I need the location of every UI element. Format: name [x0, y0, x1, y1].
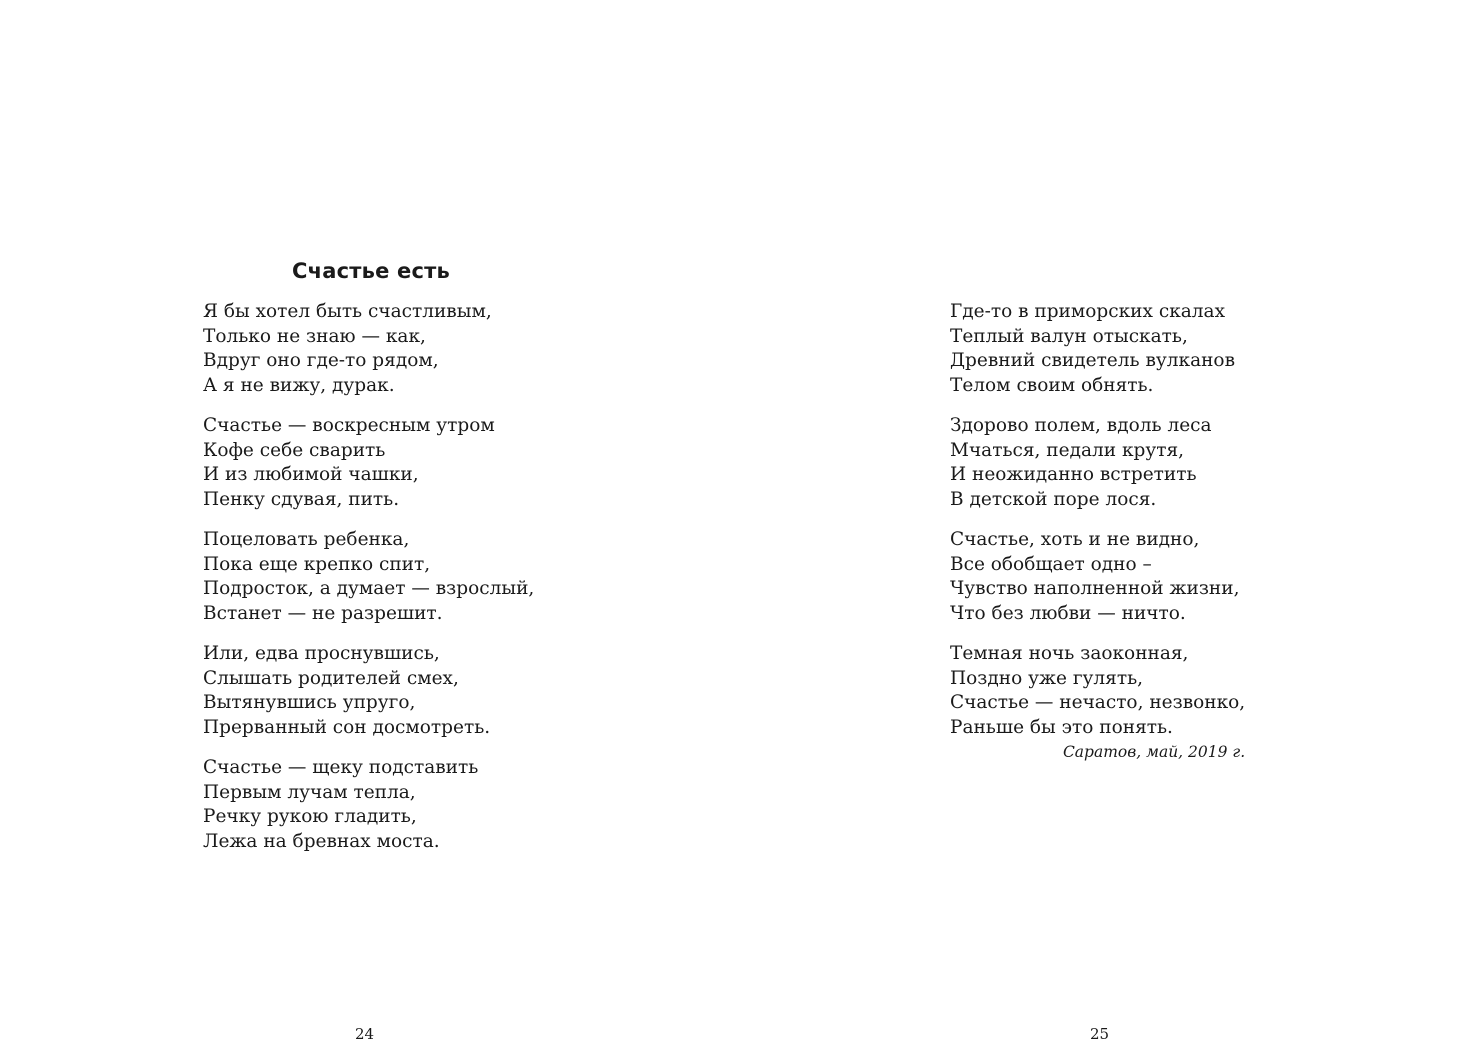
- poem-line: Телом своим обнять.: [950, 374, 1154, 396]
- stanza: [203, 756, 534, 854]
- poem-line: Пока еще крепко спит,: [203, 553, 431, 575]
- poem-line: Поздно уже гулять,: [950, 667, 1144, 689]
- poem-line: Только не знаю — как,: [203, 325, 426, 347]
- poem-line: И неожиданно встретить: [950, 464, 1197, 485]
- place-date-signature: Саратов, май, 2019 г.: [1062, 743, 1246, 761]
- poem-line: Теплый валун отыскать,: [950, 325, 1188, 347]
- poem-line: Раньше бы это понять.: [950, 716, 1173, 738]
- poem-title: Счастье есть: [292, 259, 450, 283]
- poem-line: Речку рукою гладить,: [203, 806, 417, 827]
- stanza: [950, 528, 1245, 626]
- poem-line: Счастье, хоть и не видно,: [950, 529, 1200, 550]
- poem-line: Подросток, а думает — взрослый,: [203, 578, 535, 599]
- stanza: [950, 414, 1245, 512]
- poem-body-left: [203, 300, 534, 870]
- poem-line: Или, едва проснувшись,: [203, 643, 440, 664]
- right-page: [737, 0, 1474, 1045]
- poem-line: Чувство наполненной жизни,: [950, 578, 1240, 599]
- poem-line: Пенку сдувая, пить.: [203, 488, 400, 510]
- poem-line: Поцеловать ребенка,: [203, 529, 410, 550]
- poem-body-right: [950, 300, 1245, 763]
- stanza: [203, 300, 534, 398]
- poem-line: В детской поре лося.: [950, 488, 1157, 510]
- poem-line: Первым лучам тепла,: [203, 781, 416, 803]
- stanza: [203, 528, 534, 626]
- poem-line: Вытянувшись упруго,: [203, 692, 416, 713]
- poem-line: Все обобщает одно –: [950, 553, 1152, 575]
- poem-line: И из любимой чашки,: [203, 464, 419, 485]
- poem-line: Что без любви — ничто.: [950, 602, 1186, 624]
- poem-line: Слышать родителей смех,: [203, 667, 459, 689]
- poem-line: Счастье — воскресным утром: [203, 415, 495, 436]
- stanza: [203, 414, 534, 512]
- poem-line: Темная ночь заоконная,: [950, 643, 1189, 664]
- page-number: 24: [355, 1025, 375, 1043]
- stanza: [950, 642, 1245, 763]
- stanza: [950, 300, 1245, 398]
- page-number: 25: [1090, 1025, 1110, 1043]
- poem-line: Древний свидетель вулканов: [950, 350, 1235, 371]
- poem-line: Где-то в приморских скалах: [950, 301, 1225, 322]
- poem-line: Встанет — не разрешит.: [203, 602, 443, 624]
- poem-line: Счастье — нечасто, незвонко,: [950, 692, 1246, 713]
- poem-line: А я не вижу, дурак.: [203, 374, 395, 396]
- poem-line: Лежа на бревнах моста.: [203, 830, 440, 852]
- poem-line: Мчаться, педали крутя,: [950, 439, 1185, 461]
- poem-line: Я бы хотел быть счастливым,: [203, 301, 492, 322]
- stanza: [203, 642, 534, 740]
- poem-line: Вдруг оно где-то рядом,: [203, 350, 439, 371]
- poem-line: Счастье — щеку подставить: [203, 757, 479, 778]
- poem-line: Кофе себе сварить: [203, 439, 386, 461]
- poem-line: Здорово полем, вдоль леса: [950, 415, 1212, 436]
- poem-line: Прерванный сон досмотреть.: [203, 716, 491, 738]
